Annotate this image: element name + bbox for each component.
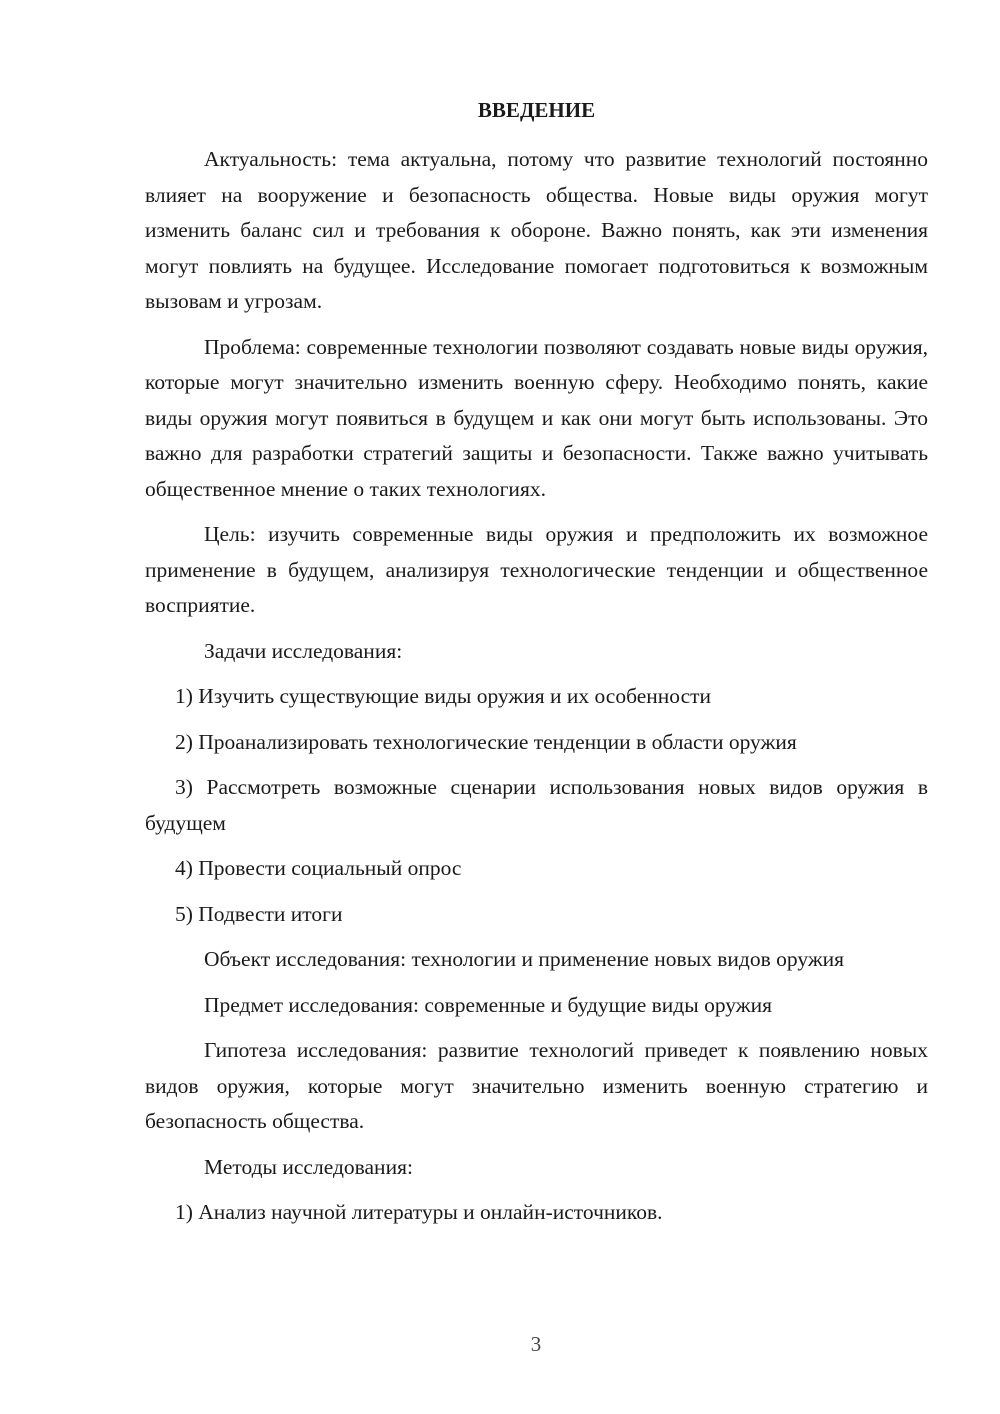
- task-item: 4) Провести социальный опрос: [175, 856, 462, 880]
- page-title: ВВЕДЕНИЕ: [477, 98, 596, 122]
- page-content: [145, 93, 928, 1241]
- task-item: 1) Изучить существующие виды оружия и их особенности: [175, 684, 712, 708]
- goal-paragraph: Цель: изучить современные виды оружия и предположить их возможное применение в будущем, анализируя технологические тенденции и общественное восприятие.: [145, 522, 928, 617]
- task-item: 2) Проанализировать технологические тенденции в области оружия: [175, 729, 797, 754]
- relevance-paragraph: Актуальность: тема актуальна, потому что развитие технологий постоянно влияет на вооружение и безопасность общества. Новые виды оружия могут изменить баланс сил и требования к обороне. Важно понять, как эти изменения могут повлиять на будущее. Исследование помогает подготовиться к возможным вызовам и угрозам.: [145, 147, 928, 313]
- hypothesis-paragraph: Гипотеза исследования: развитие технологий приведет к появлению новых видов оружия, которые могут значительно изменить военную стратегию и безопасность общества.: [145, 1038, 928, 1133]
- methods-heading: Методы исследования:: [204, 1154, 413, 1179]
- object-paragraph: Объект исследования: технологии и применение новых видов оружия: [204, 947, 845, 971]
- method-item: 1) Анализ научной литературы и онлайн-источников.: [175, 1200, 663, 1224]
- page-number: 3: [530, 1332, 542, 1356]
- task-item: 5) Подвести итоги: [175, 901, 343, 926]
- tasks-heading: Задачи исследования:: [204, 638, 403, 663]
- task-item: 3) Рассмотреть возможные сценарии использования новых видов оружия в будущем: [145, 775, 928, 835]
- subject-paragraph: Предмет исследования: современные и будущие виды оружия: [204, 992, 772, 1017]
- problem-paragraph: Проблема: современные технологии позволяют создавать новые виды оружия, которые могут значительно изменить военную сферу. Необходимо понять, какие виды оружия могут появиться в будущем и как они могут быть использованы. Это важно для разработки стратегий защиты и безопасности. Также важно учитывать общественное мнение о таких технологиях.: [145, 334, 928, 501]
